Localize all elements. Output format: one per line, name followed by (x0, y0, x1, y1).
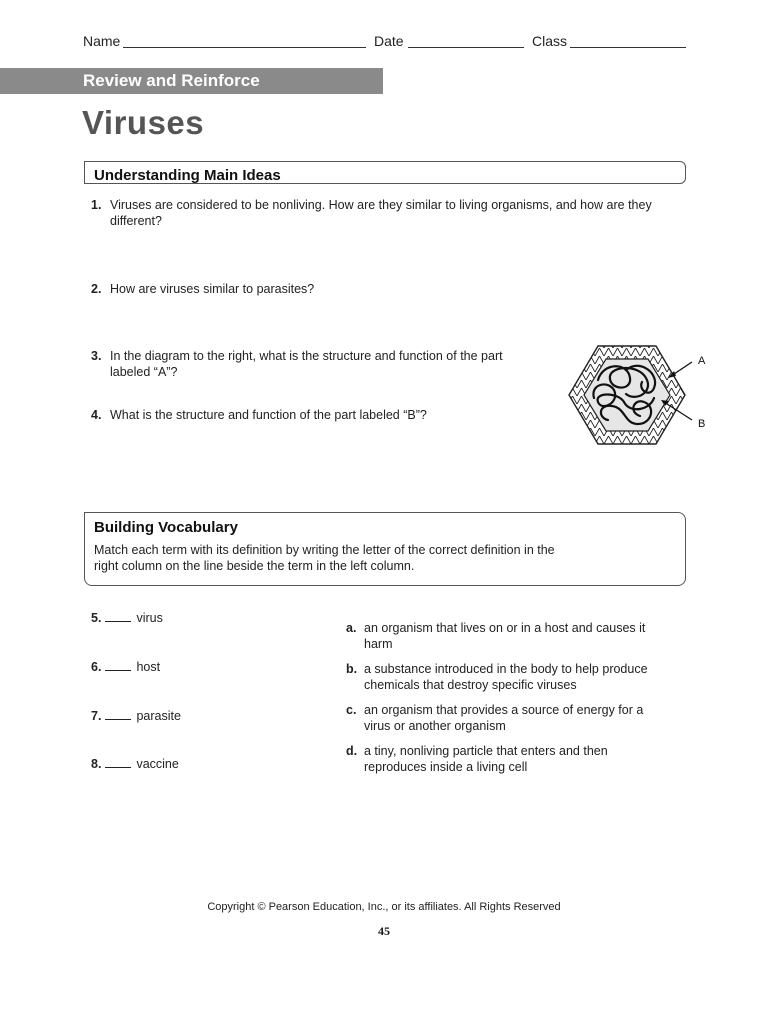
answer-blank[interactable] (105, 610, 131, 622)
page-title: Viruses (82, 104, 205, 141)
term-row (91, 708, 181, 723)
term-text: host (136, 660, 161, 674)
term-text: virus (136, 611, 163, 625)
question-text: What is the structure and function of the part labeled “B”? (110, 408, 427, 422)
question-4 (91, 407, 551, 423)
definition-letter: d. (346, 744, 358, 758)
term-text: parasite (136, 709, 181, 723)
class-label: Class (532, 33, 568, 49)
answer-blank[interactable] (105, 756, 131, 768)
term-number: 7. (91, 709, 102, 723)
answer-blank[interactable] (105, 708, 131, 720)
date-field[interactable] (408, 47, 524, 48)
name-field[interactable] (123, 47, 366, 48)
instructions-line-2: right column on the line beside the term in the left column. (94, 559, 415, 573)
definition-text-cont: chemicals that destroy specific viruses (364, 678, 577, 692)
vocabulary-instructions (94, 542, 674, 574)
definition-a (346, 620, 676, 652)
question-text: How are viruses similar to parasites? (110, 282, 315, 296)
question-3 (91, 348, 551, 380)
question-number: 2. (91, 282, 102, 296)
term-row (91, 610, 163, 625)
definition-d (346, 743, 676, 775)
definition-c (346, 702, 676, 734)
label-b: B (698, 418, 706, 430)
class-field[interactable] (570, 47, 686, 48)
definition-b (346, 661, 676, 693)
question-text-cont: different? (110, 214, 162, 228)
term-number: 5. (91, 611, 102, 625)
question-number: 3. (91, 349, 102, 363)
definition-text: a substance introduced in the body to help produce (364, 662, 648, 676)
definition-text-cont: virus or another organism (364, 719, 506, 733)
definition-letter: c. (346, 703, 357, 717)
definition-text: an organism that provides a source of energy for a (364, 703, 644, 717)
question-text: Viruses are considered to be nonliving. How are they similar to living organisms, and how are they (110, 198, 652, 212)
section-vocabulary-title: Building Vocabulary (94, 519, 238, 536)
term-row (91, 756, 179, 771)
virus-diagram (568, 340, 718, 450)
date-label: Date (374, 33, 404, 49)
question-text: In the diagram to the right, what is the structure and function of the part (110, 349, 503, 363)
copyright-notice: Copyright © Pearson Education, Inc., or its affiliates. All Rights Reserved (207, 901, 561, 913)
banner-text: Review and Reinforce (83, 71, 260, 90)
question-text-cont: labeled “A”? (110, 365, 178, 379)
question-2 (91, 281, 691, 297)
definition-text-cont: harm (364, 637, 393, 651)
definition-text-cont: reproduces inside a living cell (364, 760, 528, 774)
question-1 (91, 197, 691, 229)
term-row (91, 659, 160, 674)
question-number: 4. (91, 408, 102, 422)
term-number: 8. (91, 757, 102, 771)
section-main-ideas-title: Understanding Main Ideas (94, 167, 281, 184)
definition-letter: b. (346, 662, 358, 676)
question-number: 1. (91, 198, 102, 212)
definition-text: a tiny, nonliving particle that enters and then (364, 744, 608, 758)
instructions-line-1: Match each term with its definition by writing the letter of the correct definition in the (94, 543, 555, 557)
answer-blank[interactable] (105, 659, 131, 671)
page-number: 45 (378, 924, 390, 938)
definition-text: an organism that lives on or in a host and causes it (364, 621, 646, 635)
definition-letter: a. (346, 621, 357, 635)
term-text: vaccine (136, 757, 179, 771)
label-a: A (698, 355, 706, 367)
term-number: 6. (91, 660, 102, 674)
name-label: Name (83, 33, 121, 49)
